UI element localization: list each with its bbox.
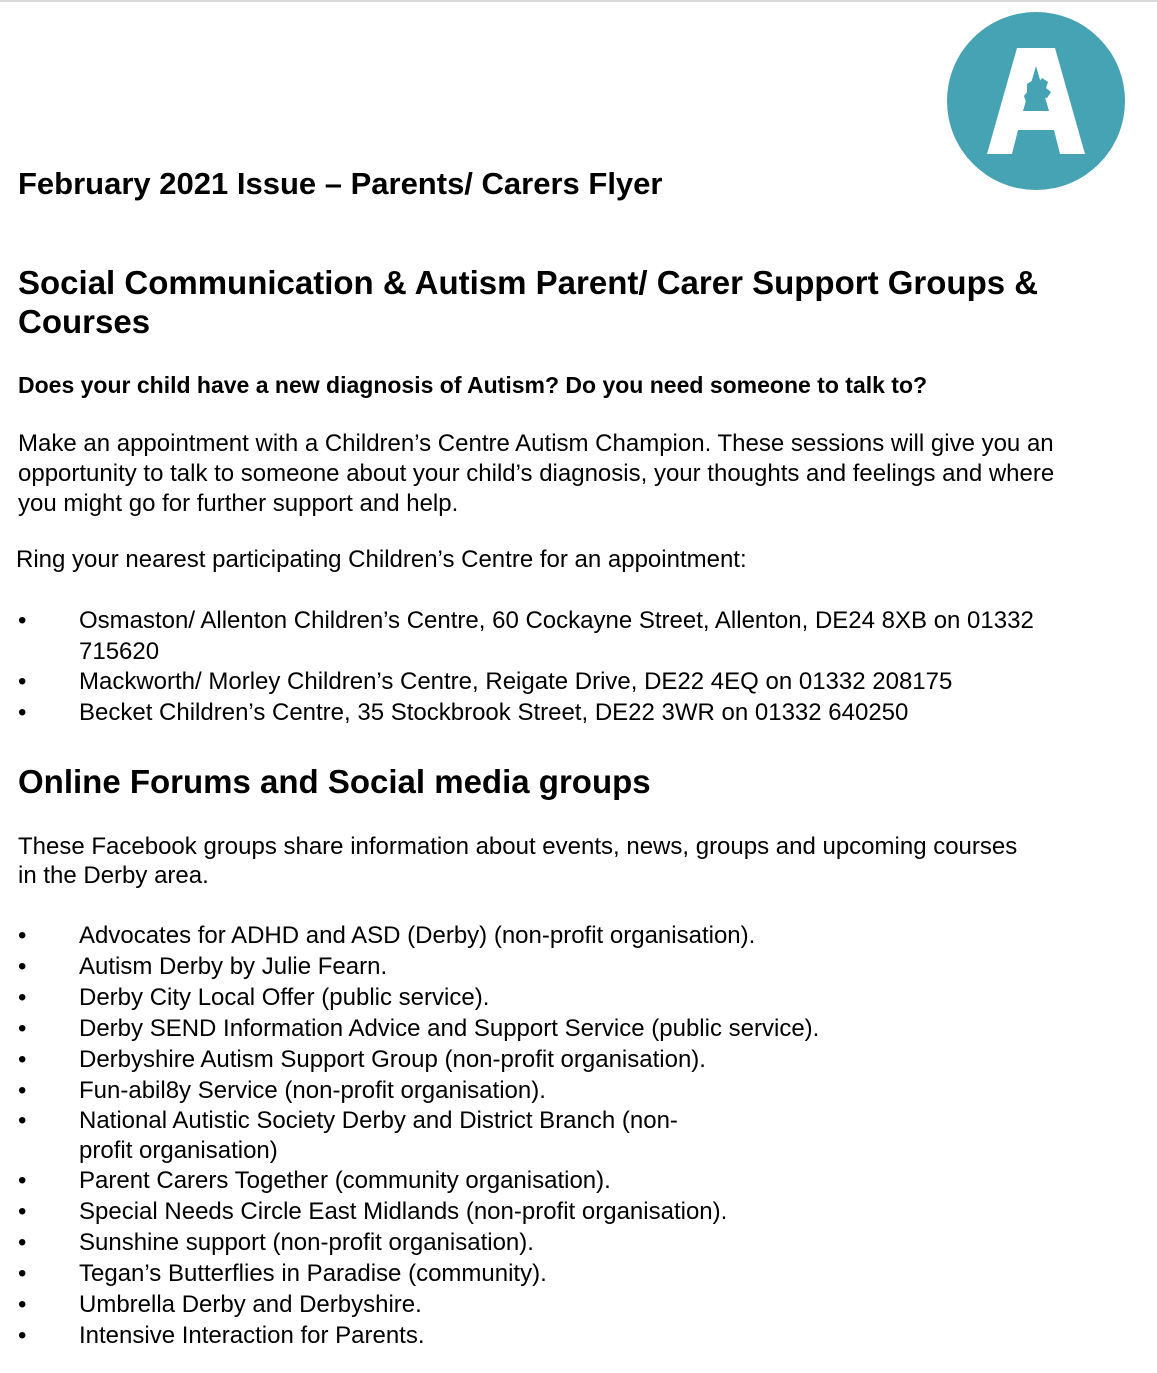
bullet-icon: •	[18, 1015, 27, 1042]
bullet-icon: •	[18, 1046, 27, 1073]
list-item-text: Fun-abil8y Service (non-profit organisation).	[79, 1077, 546, 1104]
list-item-text: Derbyshire Autism Support Group (non-profit organisation).	[79, 1046, 706, 1073]
bullet-icon: •	[18, 1198, 27, 1225]
bullet-icon: •	[18, 1291, 27, 1318]
list-item	[0, 667, 1034, 698]
autism-a-logo-icon	[947, 12, 1125, 190]
list-item-text: Special Needs Circle East Midlands (non-profit organisation).	[79, 1198, 728, 1225]
appointment-paragraph	[18, 429, 1054, 519]
list-item-text: Mackworth/ Morley Children’s Centre, Reigate Drive, DE22 4EQ on 01332 208175	[79, 668, 953, 695]
list-item	[0, 1227, 819, 1258]
list-item	[0, 606, 1034, 667]
childrens-centres-list	[0, 606, 1034, 728]
list-item	[0, 1165, 819, 1196]
list-item	[0, 951, 819, 982]
paragraph-line: you might go for further support and help.	[18, 490, 459, 517]
list-item-text: National Autistic Society Derby and District Branch (non-	[79, 1107, 678, 1134]
paragraph-line: opportunity to talk to someone about your child’s diagnosis, your thoughts and feelings and where	[18, 460, 1055, 487]
list-item-text: Sunshine support (non-profit organisation).	[79, 1229, 534, 1256]
list-item	[0, 1196, 819, 1227]
section-title-online-forums: Online Forums and Social media groups	[18, 763, 651, 800]
bullet-icon: •	[18, 922, 27, 949]
bullet-icon: •	[18, 1260, 27, 1287]
list-item	[0, 1258, 819, 1289]
paragraph-line: Make an appointment with a Children’s Centre Autism Champion. These sessions will give you an	[18, 430, 1054, 457]
intro-line: These Facebook groups share information about events, news, groups and upcoming courses	[18, 833, 1018, 860]
list-item	[0, 1106, 819, 1165]
bullet-icon: •	[18, 1229, 27, 1256]
bullet-icon: •	[18, 984, 27, 1011]
list-item	[0, 1320, 819, 1351]
list-item-text: Becket Children’s Centre, 35 Stockbrook Street, DE22 3WR on 01332 640250	[79, 698, 909, 726]
list-item-text: Derby SEND Information Advice and Support Service (public service).	[79, 1015, 820, 1042]
bullet-icon: •	[18, 698, 27, 726]
list-item-text: 715620	[79, 637, 160, 665]
intro-line: in the Derby area.	[18, 862, 209, 889]
list-item-text: Intensive Interaction for Parents.	[79, 1322, 425, 1349]
list-item	[0, 1289, 819, 1320]
bullet-icon: •	[18, 953, 27, 980]
list-item	[0, 1044, 819, 1075]
list-item	[0, 698, 1034, 729]
list-item	[0, 1013, 819, 1044]
list-item-text: Osmaston/ Allenton Children’s Centre, 60 Cockayne Street, Allenton, DE24 8XB on 01332	[79, 607, 1034, 634]
bullet-icon: •	[18, 1077, 27, 1104]
ring-instructions: Ring your nearest participating Children’s Centre for an appointment:	[16, 546, 747, 573]
list-item	[0, 1075, 819, 1106]
list-item	[0, 920, 819, 951]
list-item-text: Autism Derby by Julie Fearn.	[79, 953, 388, 980]
diagnosis-question: Does your child have a new diagnosis of Autism? Do you need someone to talk to?	[18, 372, 928, 398]
bullet-icon: •	[18, 668, 27, 695]
facebook-groups-intro	[18, 832, 1017, 890]
issue-title: February 2021 Issue – Parents/ Carers Flyer	[18, 166, 663, 201]
list-item	[0, 982, 819, 1013]
section-title-line: Courses	[18, 303, 151, 340]
top-border	[0, 0, 1157, 2]
bullet-icon: •	[18, 1107, 27, 1134]
section-title-line: Social Communication & Autism Parent/ Carer Support Groups &	[18, 264, 1039, 301]
facebook-groups-list	[0, 920, 819, 1351]
list-item-text: Tegan’s Butterflies in Paradise (community).	[79, 1260, 547, 1287]
bullet-icon: •	[18, 1322, 27, 1349]
list-item-text: Derby City Local Offer (public service).	[79, 984, 490, 1011]
list-item-text: profit organisation)	[79, 1136, 278, 1164]
section-title-support-groups	[18, 263, 1038, 341]
bullet-icon: •	[18, 1167, 27, 1194]
bullet-icon: •	[18, 607, 27, 634]
list-item-text: Advocates for ADHD and ASD (Derby) (non-profit organisation).	[79, 922, 756, 949]
list-item-text: Parent Carers Together (community organisation).	[79, 1167, 611, 1194]
list-item-text: Umbrella Derby and Derbyshire.	[79, 1291, 422, 1318]
